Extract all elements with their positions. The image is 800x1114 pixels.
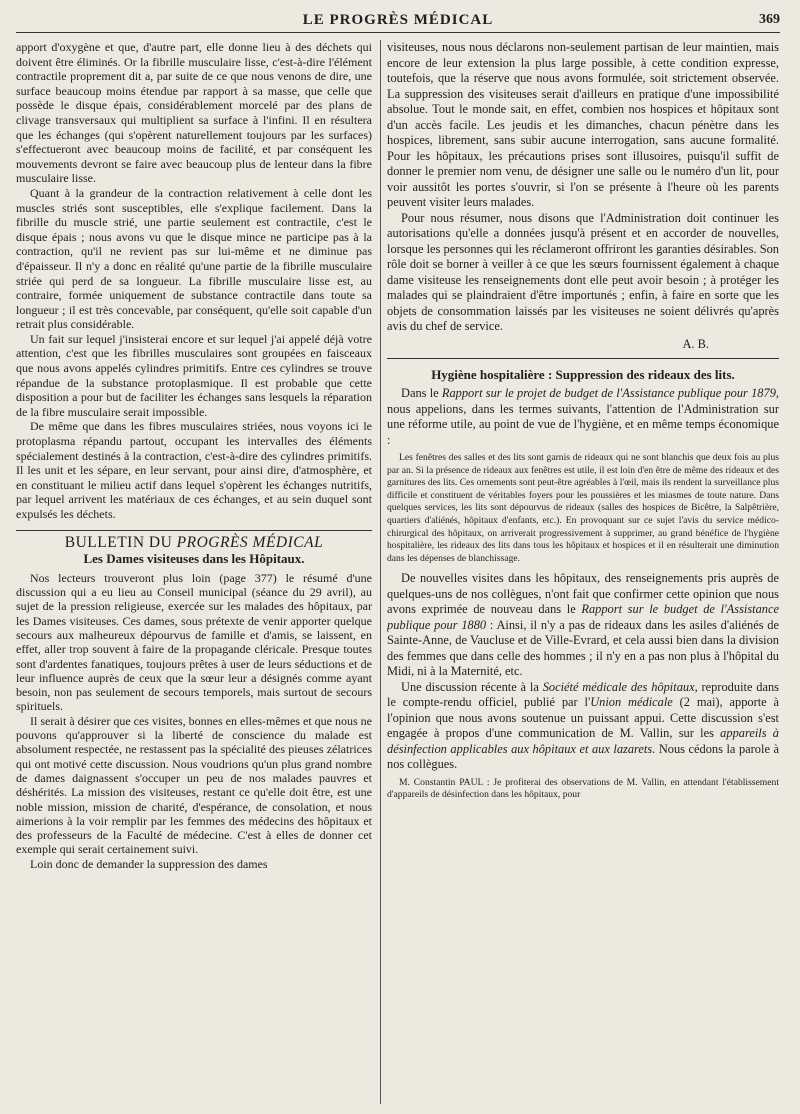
paragraph: Pour nous résumer, nous disons que l'Administration doit continuer les autorisations qu'elle a données jusqu'à présent et en accorder de nouvelles, lorsque les personnes qui les réclameront offriront les garanties désirables. Son rôle doit se borner à veiller à ce que les sœurs fournissent également à chaque dame visiteuse les renseignements dont elle peut avoir besoin ; à protéger les malades qui se plaindraient d'être importunés ; enfin, à faire en sorte que les objets de consommation laissés par les visiteuses ne soient délivrés qu'après avis du chef de service. [387, 210, 779, 333]
paragraph: De même que dans les fibres musculaires striées, nous voyons ici le protoplasma répandu partout, occupant les intervalles des éléments spécialement destinés à la contraction, c'est-à-dire des cylindres primitifs. Il les unit et les sépare, en leur servant, pour ainsi dire, d'atmosphère, et en constituant le milieu actif dans lequel s'opèrent les échanges nutritifs, par lequel arrivent les matériaux de ces échanges, et au sein duquel sont expulsés les déchets. [16, 419, 372, 521]
column-divider [380, 40, 381, 1104]
paragraph: apport d'oxygène et que, d'autre part, elle donne lieu à des déchets qui doivent être éliminés. Or la fibrille musculaire lisse, c'est-à-dire l'élément contractile proprement dit a, par suite de ce que nous venons de dire, une surface beaucoup moins étendue par rapport à sa masse, que celle que possède le disque épais, considérablement morcelé par des plans de clivage transversaux qui multiplient sa surface à l'infini. Il en résultera que les échanges (qui s'opèrent naturellement toujours par les surfaces) s'effectueront avec beaucoup moins de facilité, et par conséquent les mouvements devront se faire avec beaucoup plus de lenteur dans la fibre musculaire lisse. [16, 40, 372, 186]
paragraph: Loin donc de demander la suppression des dames [30, 856, 268, 871]
paragraph [387, 386, 779, 448]
bulletin-prefix: BULLETIN DU [64, 533, 177, 551]
quote-paragraph: Les fenêtres des salles et des lits sont garnis de rideaux qui ne sont blanchis que deux fois au plus par an. Si la présence de rideaux aux fenêtres est utile, il est loin d'en être de même des rideaux et des garnitures des lits. Ces ornements sont peut-être agréables à l'œil, mais ils rendent la surveillance plus difficile et constituent de véritables foyers pour les poussières et les miasmes de toute nature. Dans quelques services, les lits sont dépourvus de rideaux (salles des hospices de Bicêtre, la Salpêtrière, quartiers d'aliénés, hôpitaux d'enfants, etc.). En provoquant sur ce sujet l'avis du service médico-chirurgical des hôpitaux, on arriverait progressivement à supprimer, au grand bénéfice de l'hygiène hospitalière, les rideaux des lits dans tous les hôpitaux et hospices et il en résulterait une diminution dans les dépenses de blanchissage. [387, 452, 779, 564]
text-run: De nouvelles visites dans les hôpitaux, des renseignements pris auprès de quelques-uns de nos collègues, n'ont fait que confirmer cette opinion que nous avons exprimée de nouveau dans le [387, 571, 779, 617]
paragraph [387, 680, 779, 773]
paragraph [387, 571, 779, 680]
paragraph: Nos lecteurs trouveront plus loin (page 377) le résumé d'une discussion qui a eu lieu au Conseil municipal (séance du 29 avril), au sujet de la pression religieuse, exercée sur les malades des hôpitaux, par les Dames visiteuses. Ces dames, sous prétexte de venir apporter quelque secours aux malheureux dépourvus de famille et d'amis, se laissent, en effet, aller trop souvent à faire de la propagande cléricale. Presque toutes sont d'ardentes fanatiques, toujours prêtes à user de leurs séductions et de leur influence auprès de ceux que la sœur leur a désignés comme ayant besoin, non pas seulement de secours temporels, mais surtout de secours spirituels. [16, 570, 372, 714]
page-number: 369 [759, 12, 780, 27]
right-column [387, 40, 779, 1104]
paragraph: Il serait à désirer que ces visites, bonnes en elles-mêmes et que nous ne pouvons qu'approuver si la liberté de conscience du malade est absolument respectée, ne restassent pas la spécialité des pieuses zélatrices qui ont motivé cette discussion. Nous voudrions qu'un plus grand nombre de dames daignassent s'occuper un peu de nos malades pauvres et déshérités. La mission des visiteuses, restant ce qu'elle doit être, est une noble mission, mission de charité, d'espérance, de consolation, et nous aimerions à la voir remplir par les femmes des médecins des hôpitaux et des professeurs de la Faculté de médecine. C'est à elles de donner cet exemple qui serait certainement suivi. [16, 713, 372, 857]
page-header [16, 10, 780, 33]
text-run: , nous appelions, dans les termes suivants, l'attention de l'Administration sur une réforme utile, au point de vue de l'hygiène, et en même temps économique : [387, 386, 779, 447]
quoted-discussion [387, 777, 779, 802]
article-title-dames-visiteuses: Les Dames visiteuses dans les Hôpitaux. [83, 551, 305, 567]
paragraph: Quant à la grandeur de la contraction relativement à celle dont les muscles striés sont susceptibles, elle s'explique facilement. Dans la fibrille du muscle strié, une partie seulement est contractile, c'est le disque épais ; nous avons vu que le disque mince ne participe pas à la contraction, qu'il ne revient pas sur lui-même et ne diminue pas d'épaisseur. Il n'y a donc en réalité qu'une partie de la fibrille musculaire striée qui perd de sa longueur. La fibrille musculaire lisse est, au contraire, formée uniquement de substance contractile dans toute sa longueur ; il est très concevable, par conséquent, qu'elle soit capable d'un retrait plus considérable. [16, 185, 372, 332]
text-run: (2 mai), apporte à l'opinion que nous avons soutenue un puissant appui. Cette discussion s'est engagée à propos d'une communication de M. Vallin, sur les [387, 695, 779, 741]
bulletin-heading [16, 530, 372, 551]
article-signature: A. B. [682, 336, 709, 351]
societe-medicale-name: Société médicale des hôpitaux [542, 679, 695, 694]
journal-title: LE PROGRÈS MÉDICAL [302, 12, 494, 28]
quoted-report [387, 452, 779, 565]
left-column [16, 40, 372, 1104]
rapport-1879-title: Rapport sur le projet de budget de l'Assistance publique pour 1879 [441, 386, 776, 400]
paragraph: visiteuses, nous nous déclarons non-seulement partisan de leur maintien, mais encore de leur extension la plus large possible, à cette condition expresse, toutefois, que la réserve que nous avons formulée, soit strictement observée. La suppression des visiteuses serait d'ailleurs en pratique d'une impossibilité absolue. Tout le monde sait, en effet, combien nos hospices et hôpitaux sont d'un accès facile. Les jeudis et les dimanches, chacun pénètre dans les hospices, librement, sans subir aucune interrogation, sans aucune formalité. Pour les hôpitaux, les précautions prises sont illusoires, puisqu'il suffit de donner le premier nom venu, de désigner une salle ou le numéro d'un lit, pour voir aussitôt les portes s'ouvrir, si l'on se présente à l'heure où les parents peuvent visiter leurs malades. [387, 40, 779, 209]
article-title-hygiene: Hygiène hospitalière : Suppression des rideaux des lits. [387, 358, 779, 382]
union-medicale-name: Union médicale [590, 695, 673, 710]
article-body-dames-visiteuses [16, 571, 372, 871]
paragraph: Un fait sur lequel j'insisterai encore et sur lequel j'ai appelé déjà votre attention, c'est que les fibrilles musculaires sont groupées en faisceaux que nous avons appelés cylindres primitifs. Entre ces cylindres se trouve répandue de la substance protoplasmique. Il est probable que cette disposition a pour but de faciliter les échanges sans lesquels la réparation de la fibre musculaire serait impossible. [16, 331, 372, 419]
text-run: . Nous cédons la parole à nos collègues. [387, 741, 779, 772]
text-run: , reproduite dans le compte-rendu officiel, publié par l' [387, 679, 779, 710]
bulletin-journal: PROGRÈS MÉDICAL [176, 533, 324, 551]
rapport-1880-title: Rapport sur le budget de l'Assistance publique pour 1880 [387, 602, 779, 632]
physiology-text [16, 40, 372, 522]
text-run: : Ainsi, il n'y a pas de rideaux dans les asiles d'aliénés de Sainte-Anne, de Vaucluse et de Ville-Evrard, et cela aussi bien dans la division des femmes que dans celle des hommes ; il n'y en a pas non plus à l'hôpital du Midi, ni à la Maternité, etc. [387, 617, 779, 679]
quote-paragraph: M. Constantin PAUL : Je profiterai des observations de M. Vallin, en attendant l'établissement d'appareils de désinfection dans les hôpitaux, pour [387, 776, 779, 801]
communication-title: appareils à désinfection applicables aux hôpitaux et aux lazarets [387, 726, 779, 756]
text-run: Une discussion récente à la [401, 679, 543, 694]
text-run: Dans le [401, 386, 442, 400]
